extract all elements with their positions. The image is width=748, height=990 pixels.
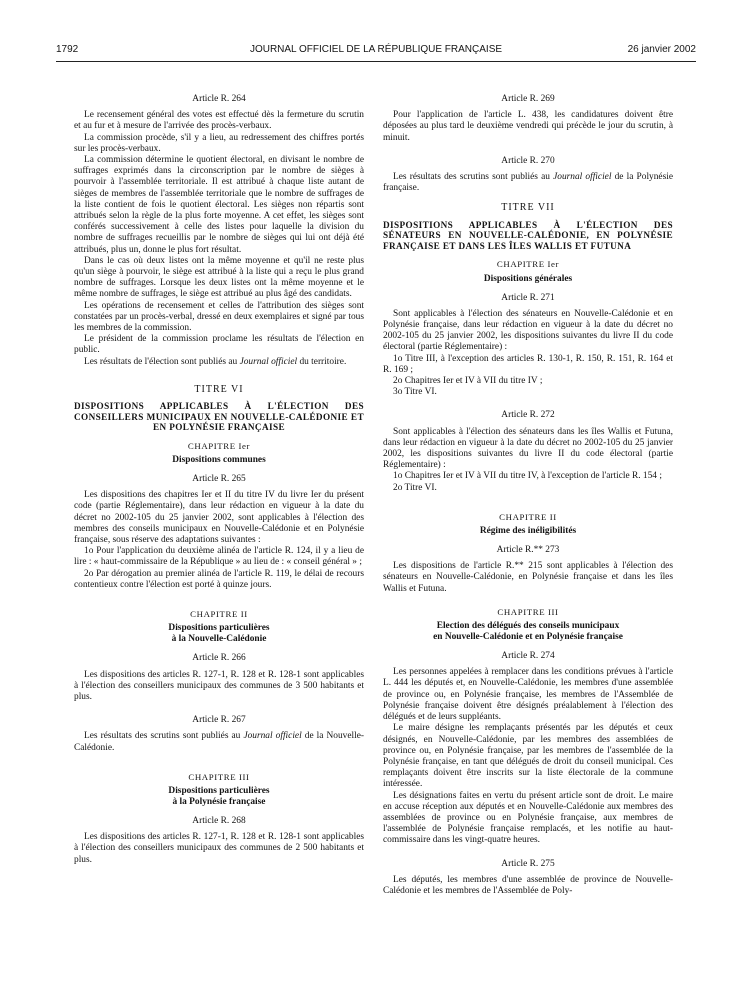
heading-line: Dispositions particulières — [168, 623, 270, 634]
article-r271-para-3: 2o Chapitres Ier et IV à VII du titre IV ; — [393, 376, 543, 387]
text-run: de la Polynésie française. — [383, 172, 673, 194]
heading-line: Dispositions particulières — [168, 785, 270, 796]
article-r269-para-1: Pour l'application de l'article L. 438, les candidatures doivent être déposées au plus tard le deuxième vendredi qui précède le jour du scrutin, à minuit. — [383, 110, 673, 143]
article-r264-para-3: La commission détermine le quotient électoral, en divisant le nombre de suffrages exprimés dans la circonscription par le nombre de sièges à pourvoir à l'assemblée territoriale. Il est attribué à chaque liste autant de sièges de membres de l'assemblée territoriale que le nombre de suffrages de la liste contient de fois le quotient électoral. Les sièges non répartis sont attribués selon la règle de la plus forte moyenne. A cet effet, les sièges sont conférés successivement à celle des listes pour laquelle la division du nombre de suffrages recueillis par le nombre de sièges qui lui ont déjà été attribués, plus un, donne le plus fort résultat. — [74, 155, 364, 255]
article-r264-para-7 — [74, 357, 364, 368]
journal-officiel-italic: Journal officiel — [243, 731, 302, 742]
journal-officiel-italic: Journal officiel — [553, 172, 612, 183]
heading-line: en Nouvelle-Calédonie et en Polynésie française — [433, 632, 623, 643]
titre-vi-chapitre-1-heading: Dispositions communes — [172, 455, 266, 466]
titre-vii-chapitre-2-heading: Régime des inéligibilités — [479, 526, 577, 537]
titre-vi-chapitre-2-heading — [74, 623, 364, 645]
titre-vii: TITRE VII — [501, 202, 555, 214]
article-r272-para-1: Sont applicables à l'élection des sénateurs dans les îles Wallis et Futuna, dans leur rédaction en vigueur à la date du décret no 2002-105 du 25 janvier 2002, les dispositions suivantes du livre II du code électoral (partie Réglementaire) : — [383, 426, 673, 471]
titre-vii-chapitre-3: CHAPITRE III — [497, 606, 559, 617]
titre-vii-heading: DISPOSITIONS APPLICABLES À L'ÉLECTION DES SÉNATEURS EN NOUVELLE-CALÉDONIE, EN POLYNÉSIE FRANÇAISE ET DANS LES ÎLES WALLIS ET FUTUNA — [383, 219, 673, 251]
article-r271-para-2: 1o Titre III, à l'exception des articles R. 130-1, R. 150, R. 151, R. 164 et R. 169 ; — [383, 353, 673, 375]
right-column — [383, 94, 673, 897]
article-r272-para-3: 2o Titre VI. — [393, 482, 437, 493]
titre-vi: TITRE VI — [194, 383, 244, 395]
article-r275-title: Article R. 275 — [501, 858, 555, 869]
heading-line: à la Nouvelle-Calédonie — [171, 634, 267, 645]
article-r265-para-2: 1o Pour l'application du deuxième alinéa de l'article R. 124, il y a lieu de lire : « haut-commissaire de la République » au lieu de : « conseil général » ; — [74, 546, 364, 568]
article-r264-para-1: Le recensement général des votes est effectué dès la fermeture du scrutin et au fur et à mesure de l'arrivée des procès-verbaux. — [74, 110, 364, 132]
page-header — [56, 44, 696, 58]
article-r264-para-6: Le président de la commission proclame les résultats de l'élection en public. — [74, 334, 364, 356]
article-r272-para-2: 1o Chapitres Ier et IV à VII du titre IV, à l'exception de l'article R. 154 ; — [393, 471, 662, 482]
titre-vi-chapitre-3: CHAPITRE III — [188, 771, 250, 782]
titre-vii-chapitre-3-heading — [383, 621, 673, 643]
text-run: du territoire. — [297, 356, 347, 367]
page-number: 1792 — [56, 44, 79, 55]
article-r265-para-3: 2o Par dérogation au premier alinéa de l'article R. 119, le délai de recours contentieux contre l'élection est porté à quinze jours. — [74, 568, 364, 590]
titre-vii-chapitre-2: CHAPITRE II — [499, 511, 557, 522]
article-r267-title: Article R. 267 — [192, 715, 246, 726]
article-r269-title: Article R. 269 — [501, 94, 555, 104]
heading-line: à la Polynésie française — [172, 796, 266, 807]
article-r273-para-1: Les dispositions de l'article R.** 215 sont applicables à l'élection des sénateurs en Nouvelle-Calédonie, en Polynésie française et dans les îles Wallis et Futuna. — [383, 561, 673, 594]
article-r274-title: Article R. 274 — [501, 651, 555, 662]
titre-vi-chapitre-1: CHAPITRE Ier — [187, 440, 251, 451]
text-run: Les résultats des scrutins sont publiés au — [393, 172, 554, 183]
article-r270-para-1 — [383, 172, 673, 194]
article-r267-para-1 — [74, 731, 364, 753]
left-column — [74, 94, 364, 866]
titre-vi-heading: DISPOSITIONS APPLICABLES À L'ÉLECTION DES CONSEILLERS MUNICIPAUX EN NOUVELLE-CALÉDONIE ET EN POLYNÉSIE FRANÇAISE — [74, 401, 364, 433]
journal-title: JOURNAL OFFICIEL DE LA RÉPUBLIQUE FRANÇAISE — [249, 44, 503, 55]
article-r270-title: Article R. 270 — [501, 155, 555, 166]
article-r265-para-1: Les dispositions des chapitres Ier et II du titre IV du livre Ier du présent code (partie Réglementaire), dans leur rédaction en vigueur à la date du décret no 2002-105 du 25 janvier 2002, sont applicables à l'élection des membres des conseils municipaux en Nouvelle-Calédonie et en Polynésie française, sous réserve des adaptations suivantes : — [74, 490, 364, 546]
article-r266-title: Article R. 266 — [192, 653, 246, 664]
heading-line: Election des délégués des conseils municipaux — [436, 621, 620, 632]
article-r268-title: Article R. 268 — [192, 815, 246, 826]
journal-officiel-italic: Journal officiel — [239, 356, 298, 367]
article-r272-title: Article R. 272 — [501, 410, 555, 421]
article-r274-para-3: Les désignations faites en vertu du présent article sont de droit. Le maire en accuse réception aux députés et en Nouvelle-Calédonie aux membres des assemblées de province ou en Polynésie française, aux membres de l'assemblée de Polynésie française remplacés, et les notifie au haut-commissaire dans les vingt-quatre heures. — [383, 790, 673, 846]
text-run: de la Nouvelle-Calédonie. — [74, 731, 364, 753]
article-r265-title: Article R. 265 — [192, 474, 246, 485]
titre-vi-chapitre-2: CHAPITRE II — [190, 609, 248, 620]
header-rule — [56, 61, 696, 62]
article-r264-para-2: La commission procède, s'il y a lieu, au redressement des chiffres portés sur les procès-verbaux. — [74, 132, 364, 154]
text-run: Les résultats de l'élection sont publiés au — [84, 356, 240, 367]
article-r264-para-5: Les opérations de recensement et celles de l'attribution des sièges sont constatées par un procès-verbal, dressé en deux exemplaires et signé par tous les membres de la commission. — [74, 300, 364, 334]
article-r264-title: Article R. 264 — [192, 94, 246, 104]
article-r275-para-1: Les députés, les membres d'une assemblée de province de Nouvelle-Calédonie et les membres de l'Assemblée de Poly- — [383, 874, 673, 896]
titre-vi-chapitre-3-heading — [74, 786, 364, 808]
article-r274-para-1: Les personnes appelées à remplacer dans les conditions prévues à l'article L. 444 les députés et, en Nouvelle-Calédonie, les membres d'une assemblée de province ou, en Polynésie française, les membres de l'Assemblée de Polynésie française doivent être désignés préalablement à l'élection des délégués et de leurs suppléants. — [383, 667, 673, 723]
article-r266-para-1: Les dispositions des articles R. 127-1, R. 128 et R. 128-1 sont applicables à l'élection des conseillers municipaux des communes de 3 500 habitants et plus. — [74, 669, 364, 702]
text-run: Les résultats des scrutins sont publiés au — [84, 731, 244, 742]
article-r268-para-1: Les dispositions des articles R. 127-1, R. 128 et R. 128-1 sont applicables à l'élection des conseillers municipaux des communes de 2 500 habitants et plus. — [74, 832, 364, 865]
article-r273-title: Article R.** 273 — [496, 545, 560, 556]
article-r271-para-1: Sont applicables à l'élection des sénateurs en Nouvelle-Calédonie et en Polynésie française, dans leur rédaction en vigueur à la date du décret no 2002-105 du 25 janvier 2002, les dispositions suivantes du livre II du code électoral (partie Réglementaire) : — [383, 308, 673, 353]
article-r271-para-4: 3o Titre VI. — [393, 387, 437, 398]
article-r264-para-4: Dans le cas où deux listes ont la même moyenne et qu'il ne reste plus qu'un siège à pourvoir, le siège est attribué à la liste qui a reçu le plus grand nombre de suffrages. Lorsque les deux listes ont la même moyenne et le même nombre de suffrages, le siège est attribué au plus âgé des candidats. — [74, 255, 364, 300]
issue-date: 26 janvier 2002 — [627, 44, 696, 55]
article-r274-para-2: Le maire désigne les remplaçants présentés par les députés et ceux désignés, en Nouvelle-Calédonie, par les membres des assemblées de province ou, en Polynésie française, par les membres de l'assemblée de la Polynésie française, en tant que délégués de droit du conseil municipal. Ces remplaçants doivent être inscrits sur la liste électorale de la commune intéressée. — [383, 723, 673, 790]
article-r271-title: Article R. 271 — [501, 292, 555, 303]
titre-vii-chapitre-1: CHAPITRE Ier — [496, 259, 560, 270]
titre-vii-chapitre-1-heading: Dispositions générales — [483, 273, 573, 284]
